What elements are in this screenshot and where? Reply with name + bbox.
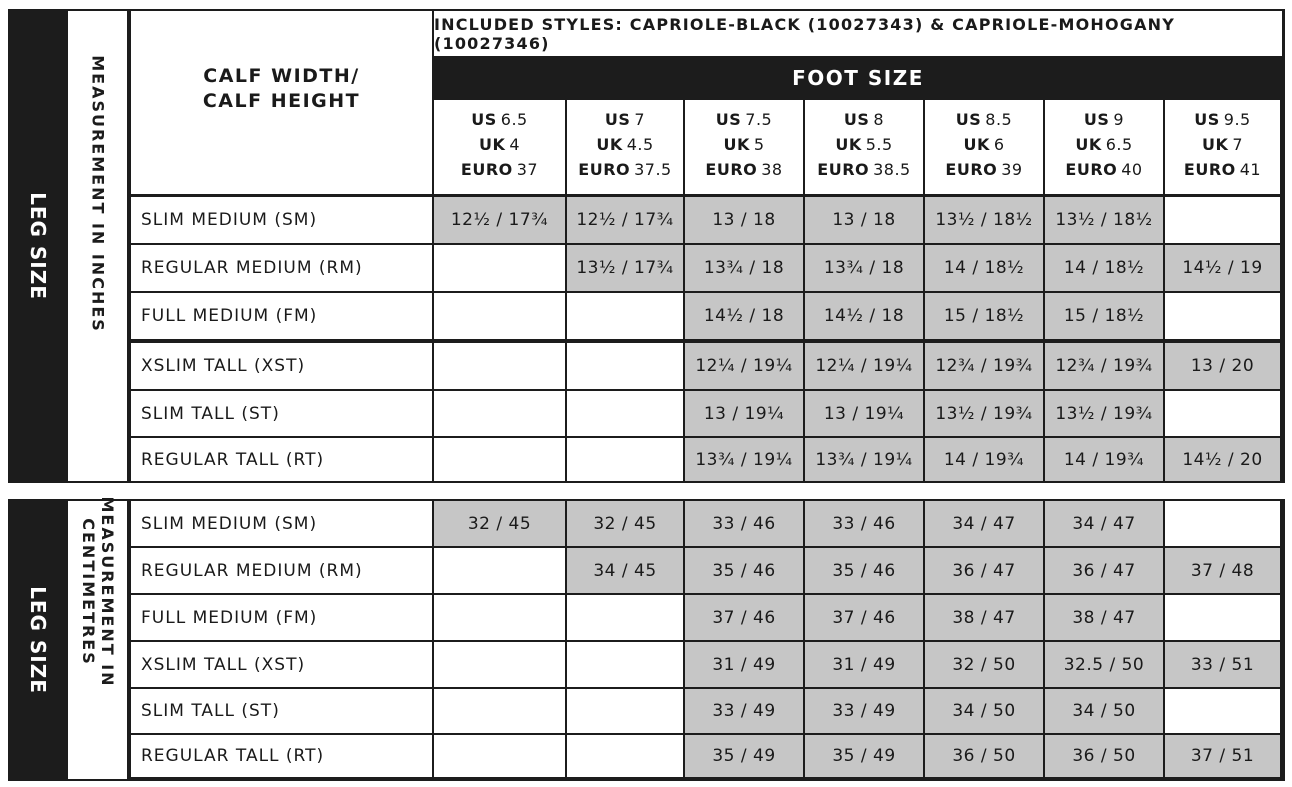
measurement-cell: 14½ / 20 bbox=[1165, 438, 1280, 481]
measurement-cell: 37 / 48 bbox=[1165, 548, 1280, 593]
measurement-cell bbox=[434, 595, 565, 640]
measurement-cell: 34 / 50 bbox=[925, 689, 1043, 733]
size-value: 5.5 bbox=[865, 134, 893, 154]
size-euro bbox=[461, 157, 538, 182]
measurement-cell: 12¾ / 19¾ bbox=[925, 343, 1043, 389]
measurement-in-centimetres-label bbox=[79, 496, 117, 687]
size-uk bbox=[1075, 132, 1132, 157]
size-system-label: US bbox=[1194, 109, 1220, 129]
size-uk bbox=[1202, 132, 1243, 157]
measurement-cell: 38 / 47 bbox=[1045, 595, 1163, 640]
measurement-cell bbox=[567, 438, 683, 481]
measurement-cell: 15 / 18½ bbox=[1045, 293, 1163, 339]
foot-size-column-header bbox=[1045, 100, 1163, 194]
size-us bbox=[471, 107, 527, 132]
measurement-cell: 34 / 47 bbox=[1045, 501, 1163, 546]
foot-size-column-header bbox=[805, 100, 923, 194]
row-label: SLIM MEDIUM (SM) bbox=[131, 501, 432, 546]
measurement-cell: 34 / 47 bbox=[925, 501, 1043, 546]
size-value: 37 bbox=[516, 159, 539, 179]
size-value: 7 bbox=[634, 109, 646, 129]
row-label: FULL MEDIUM (FM) bbox=[131, 595, 432, 640]
size-system-label: UK bbox=[1075, 134, 1102, 154]
measurement-cell: 14 / 18½ bbox=[925, 245, 1043, 291]
measurement-cell: 13 / 20 bbox=[1165, 343, 1280, 389]
size-value: 40 bbox=[1121, 159, 1143, 179]
size-system-label: US bbox=[843, 109, 870, 129]
size-value: 5 bbox=[753, 134, 765, 154]
measurement-cell bbox=[567, 689, 683, 733]
measurement-cell: 33 / 46 bbox=[685, 501, 803, 546]
size-value: 7 bbox=[1232, 134, 1244, 154]
measurement-cell: 33 / 49 bbox=[685, 689, 803, 733]
size-euro bbox=[1065, 157, 1142, 182]
size-value: 7.5 bbox=[745, 109, 773, 129]
measurement-cell bbox=[434, 391, 565, 436]
size-euro bbox=[1184, 157, 1261, 182]
foot-size-column-header bbox=[685, 100, 803, 194]
included-styles-header: INCLUDED STYLES: CAPRIOLE-BLACK (10027343) & CAPRIOLE-MOHOGANY (10027346) bbox=[434, 11, 1282, 56]
measurement-cell: 13¾ / 18 bbox=[805, 245, 923, 291]
measurement-cell: 32 / 45 bbox=[567, 501, 683, 546]
size-system-label: UK bbox=[478, 134, 506, 154]
row-label: REGULAR TALL (RT) bbox=[131, 735, 432, 777]
measurement-cell: 12¼ / 19¼ bbox=[805, 343, 923, 389]
measurement-cell: 36 / 50 bbox=[1045, 735, 1163, 777]
measurement-cell: 12¾ / 19¾ bbox=[1045, 343, 1163, 389]
size-system-label: EURO bbox=[460, 159, 513, 179]
size-value: 6.5 bbox=[500, 109, 528, 129]
measurement-cell: 36 / 47 bbox=[925, 548, 1043, 593]
measurement-cell: 32 / 50 bbox=[925, 642, 1043, 687]
row-label: XSLIM TALL (XST) bbox=[131, 642, 432, 687]
size-system-label: EURO bbox=[705, 159, 758, 179]
measurement-cell: 37 / 51 bbox=[1165, 735, 1280, 777]
foot-size-column-header bbox=[567, 100, 683, 194]
size-system-label: US bbox=[471, 109, 497, 129]
leg-size-label: LEG SIZE bbox=[26, 192, 50, 300]
measurement-cell: 35 / 46 bbox=[685, 548, 803, 593]
measurement-cell: 14½ / 19 bbox=[1165, 245, 1280, 291]
measurement-cell: 14 / 19¾ bbox=[1045, 438, 1163, 481]
size-value: 8 bbox=[873, 109, 885, 129]
measurement-cell: 13½ / 19¾ bbox=[925, 391, 1043, 436]
measurement-cell bbox=[434, 245, 565, 291]
row-label: SLIM TALL (ST) bbox=[131, 689, 432, 733]
size-system-label: EURO bbox=[945, 159, 998, 179]
measurement-cell: 12½ / 17¾ bbox=[434, 197, 565, 243]
size-euro bbox=[578, 157, 671, 182]
size-system-label: US bbox=[1083, 109, 1110, 129]
size-value: 6.5 bbox=[1105, 134, 1133, 154]
centimetres-size-table bbox=[8, 496, 1285, 781]
row-label: REGULAR TALL (RT) bbox=[131, 438, 432, 481]
size-system-label: EURO bbox=[1183, 159, 1236, 179]
measurement-cell bbox=[434, 642, 565, 687]
foot-size-column-header bbox=[434, 100, 565, 194]
measurement-cell: 36 / 50 bbox=[925, 735, 1043, 777]
size-uk bbox=[963, 132, 1004, 157]
size-system-label: US bbox=[955, 109, 982, 129]
measurement-cell: 13¾ / 19¼ bbox=[685, 438, 803, 481]
size-system-label: US bbox=[715, 109, 742, 129]
measurement-cell: 12¼ / 19¼ bbox=[685, 343, 803, 389]
foot-size-header: FOOT SIZE bbox=[792, 66, 924, 90]
size-value: 9.5 bbox=[1223, 109, 1251, 129]
measurement-cell: 35 / 46 bbox=[805, 548, 923, 593]
size-value: 39 bbox=[1001, 159, 1023, 179]
measurement-cell: 13½ / 18½ bbox=[925, 197, 1043, 243]
size-system-label: US bbox=[604, 109, 631, 129]
size-value: 4.5 bbox=[626, 134, 654, 154]
measurement-cell: 14 / 18½ bbox=[1045, 245, 1163, 291]
size-us bbox=[716, 107, 772, 132]
measurement-cell bbox=[567, 735, 683, 777]
measurement-cell: 14½ / 18 bbox=[805, 293, 923, 339]
row-label: REGULAR MEDIUM (RM) bbox=[131, 245, 432, 291]
size-uk bbox=[479, 132, 520, 157]
leg-size-label: LEG SIZE bbox=[26, 586, 50, 694]
measurement-cell: 31 / 49 bbox=[685, 642, 803, 687]
row-label: SLIM TALL (ST) bbox=[131, 391, 432, 436]
measurement-cell bbox=[567, 642, 683, 687]
size-uk bbox=[835, 132, 892, 157]
size-system-label: UK bbox=[963, 134, 990, 154]
measurement-cell: 36 / 47 bbox=[1045, 548, 1163, 593]
measurement-cell: 38 / 47 bbox=[925, 595, 1043, 640]
size-system-label: UK bbox=[596, 134, 623, 154]
measurement-label-cell bbox=[68, 496, 127, 779]
size-value: 8.5 bbox=[985, 109, 1013, 129]
size-euro bbox=[705, 157, 782, 182]
measurement-cell: 37 / 46 bbox=[805, 595, 923, 640]
measurement-cell: 35 / 49 bbox=[685, 735, 803, 777]
measurement-cell: 13 / 18 bbox=[685, 197, 803, 243]
size-system-label: EURO bbox=[578, 159, 631, 179]
measurement-cell: 13 / 18 bbox=[805, 197, 923, 243]
measurement-in-inches-label: MEASUREMENT IN INCHES bbox=[88, 55, 107, 333]
leg-size-label-cell bbox=[8, 499, 68, 781]
measurement-cell bbox=[567, 595, 683, 640]
measurement-cell: 13½ / 18½ bbox=[1045, 197, 1163, 243]
measurement-cell: 31 / 49 bbox=[805, 642, 923, 687]
measurement-cell: 33 / 51 bbox=[1165, 642, 1280, 687]
measurement-cell bbox=[1165, 391, 1280, 436]
size-value: 41 bbox=[1239, 159, 1262, 179]
row-label: REGULAR MEDIUM (RM) bbox=[131, 548, 432, 593]
size-system-label: UK bbox=[1201, 134, 1229, 154]
measurement-cell: 37 / 46 bbox=[685, 595, 803, 640]
measurement-label-line1: MEASUREMENT IN bbox=[97, 496, 117, 688]
measurement-cell: 13¾ / 19¼ bbox=[805, 438, 923, 481]
measurement-cell bbox=[434, 689, 565, 733]
measurement-cell bbox=[1165, 501, 1280, 546]
size-value: 6 bbox=[993, 134, 1005, 154]
size-us bbox=[1194, 107, 1250, 132]
row-label: FULL MEDIUM (FM) bbox=[131, 293, 432, 339]
measurement-cell bbox=[1165, 197, 1280, 243]
measurement-cell bbox=[567, 391, 683, 436]
row-label: XSLIM TALL (XST) bbox=[131, 343, 432, 389]
size-us bbox=[844, 107, 884, 132]
size-value: 38 bbox=[761, 159, 783, 179]
size-euro bbox=[945, 157, 1022, 182]
size-us bbox=[956, 107, 1012, 132]
size-euro bbox=[817, 157, 910, 182]
size-system-label: EURO bbox=[1065, 159, 1118, 179]
measurement-cell: 13 / 19¼ bbox=[685, 391, 803, 436]
measurement-cell: 15 / 18½ bbox=[925, 293, 1043, 339]
size-value: 37.5 bbox=[634, 159, 672, 179]
measurement-cell: 13½ / 17¾ bbox=[567, 245, 683, 291]
size-us bbox=[1084, 107, 1124, 132]
measurement-cell: 35 / 49 bbox=[805, 735, 923, 777]
measurement-cell bbox=[1165, 689, 1280, 733]
measurement-label-cell bbox=[68, 11, 127, 481]
measurement-cell: 34 / 50 bbox=[1045, 689, 1163, 733]
measurement-cell: 14 / 19¾ bbox=[925, 438, 1043, 481]
measurement-cell: 13½ / 19¾ bbox=[1045, 391, 1163, 436]
measurement-cell bbox=[434, 548, 565, 593]
size-us bbox=[605, 107, 645, 132]
size-uk bbox=[596, 132, 653, 157]
measurement-cell bbox=[1165, 293, 1280, 339]
calf-header-line1: CALF WIDTH/ bbox=[203, 64, 360, 87]
calf-header-line2: CALF HEIGHT bbox=[202, 89, 361, 112]
measurement-cell: 33 / 46 bbox=[805, 501, 923, 546]
measurement-cell: 32.5 / 50 bbox=[1045, 642, 1163, 687]
measurement-cell: 34 / 45 bbox=[567, 548, 683, 593]
size-system-label: UK bbox=[835, 134, 862, 154]
measurement-cell: 33 / 49 bbox=[805, 689, 923, 733]
size-uk bbox=[723, 132, 764, 157]
measurement-cell bbox=[1165, 595, 1280, 640]
measurement-cell bbox=[434, 343, 565, 389]
inches-size-table bbox=[8, 9, 1285, 483]
measurement-cell bbox=[434, 438, 565, 481]
measurement-cell: 13 / 19¼ bbox=[805, 391, 923, 436]
measurement-cell: 13¾ / 18 bbox=[685, 245, 803, 291]
measurement-cell: 32 / 45 bbox=[434, 501, 565, 546]
measurement-cell bbox=[434, 293, 565, 339]
measurement-cell bbox=[567, 343, 683, 389]
measurement-cell: 14½ / 18 bbox=[685, 293, 803, 339]
leg-size-label-cell bbox=[8, 9, 68, 483]
foot-size-column-header bbox=[925, 100, 1043, 194]
size-value: 9 bbox=[1113, 109, 1125, 129]
measurement-cell: 12½ / 17¾ bbox=[567, 197, 683, 243]
measurement-cell bbox=[567, 293, 683, 339]
calf-width-height-header bbox=[131, 11, 432, 194]
size-value: 38.5 bbox=[873, 159, 911, 179]
measurement-cell bbox=[434, 735, 565, 777]
row-label: SLIM MEDIUM (SM) bbox=[131, 197, 432, 243]
foot-size-column-header bbox=[1165, 100, 1280, 194]
size-system-label: EURO bbox=[817, 159, 870, 179]
size-value: 4 bbox=[509, 134, 521, 154]
size-system-label: UK bbox=[723, 134, 750, 154]
measurement-label-line2: CENTIMETRES bbox=[78, 518, 98, 666]
